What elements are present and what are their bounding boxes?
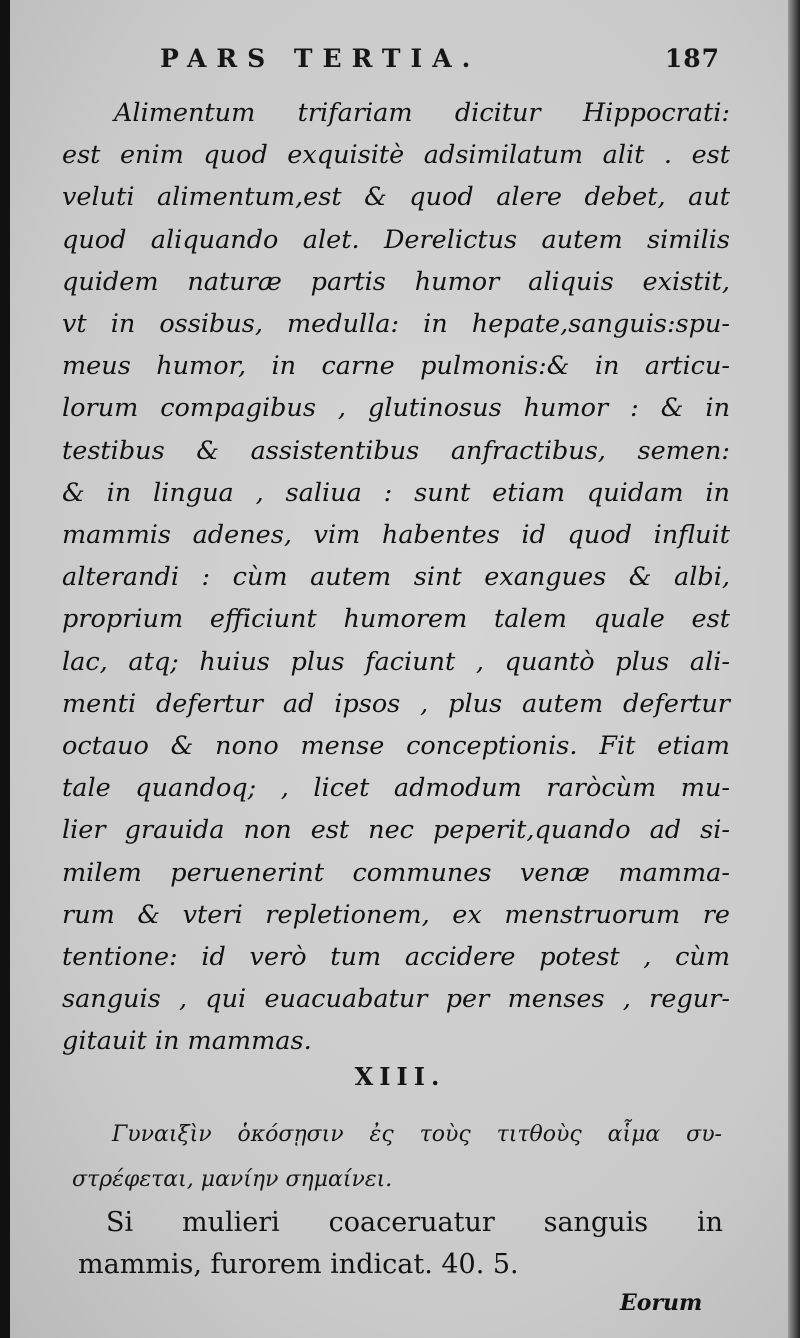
text-line: tale quandoq; , licet admodum raròcùm mu- bbox=[62, 773, 730, 804]
text-line: alterandi : cùm autem sint exangues & albi, bbox=[62, 562, 730, 593]
text-line: milem peruenerint communes venæ mamma- bbox=[62, 857, 730, 888]
text-line: proprium efficiunt humorem talem quale est bbox=[62, 604, 730, 635]
greek-line: στρέφεται, μανίην σημαίνει. bbox=[72, 1167, 393, 1192]
catchword: Eorum bbox=[620, 1290, 703, 1316]
text-line: quod aliquando alet. Derelictus autem similis bbox=[62, 224, 730, 255]
latin-line: mammis, furorem indicat. 40. 5. bbox=[78, 1249, 519, 1280]
page-edge-shadow-right bbox=[788, 0, 800, 1338]
text-line: veluti alimentum,est & quod alere debet, aut bbox=[62, 182, 730, 213]
text-line: vt in ossibus, medulla: in hepate,sanguis:spu- bbox=[62, 309, 730, 340]
page-number: 187 bbox=[664, 44, 720, 73]
greek-line: Γυναιξὶν ὁκόσῃσιν ἐς τοὺς τιτθοὺς αἷμα συ- bbox=[112, 1122, 722, 1147]
text-line: Alimentum trifariam dicitur Hippocrati: bbox=[114, 98, 730, 128]
text-line: est enim quod exquisitè adsimilatum alit . est bbox=[62, 140, 730, 171]
text-line: tentione: id verò tum accidere potest , cùm bbox=[62, 942, 730, 973]
text-line: mammis adenes, vim habentes id quod influit bbox=[62, 520, 730, 551]
text-line: gitauit in mammas. bbox=[62, 1026, 312, 1057]
aphorism-number: XIII. bbox=[354, 1062, 446, 1091]
text-line: lac, atq; huius plus faciunt , quantò plus ali- bbox=[62, 646, 730, 677]
text-line: quidem naturæ partis humor aliquis existit, bbox=[62, 266, 730, 297]
text-line: meus humor, in carne pulmonis:& in articu- bbox=[62, 351, 730, 382]
page-edge-shadow-left bbox=[0, 0, 10, 1338]
greek-aphorism bbox=[72, 1112, 722, 1202]
latin-line: Si mulieri coaceruatur sanguis in bbox=[106, 1207, 723, 1238]
latin-aphorism bbox=[78, 1202, 723, 1286]
text-line: menti defertur ad ipsos , plus autem defertur bbox=[62, 688, 730, 719]
text-line: sanguis , qui euacuabatur per menses , regur- bbox=[62, 984, 730, 1015]
text-line: & in lingua , saliua : sunt etiam quidam in bbox=[62, 477, 730, 508]
text-line: octauo & nono mense conceptionis. Fit etiam bbox=[62, 731, 730, 762]
page-header bbox=[160, 44, 760, 84]
running-head: PARS TERTIA. bbox=[160, 44, 481, 73]
text-line: lorum compagibus , glutinosus humor : & in bbox=[62, 393, 730, 424]
commentary-paragraph bbox=[62, 92, 730, 1063]
text-line: rum & vteri repletionem, ex menstruorum re bbox=[62, 899, 730, 930]
text-line: lier grauida non est nec peperit,quando ad si- bbox=[62, 815, 730, 846]
text-line: testibus & assistentibus anfractibus, semen: bbox=[62, 435, 730, 466]
